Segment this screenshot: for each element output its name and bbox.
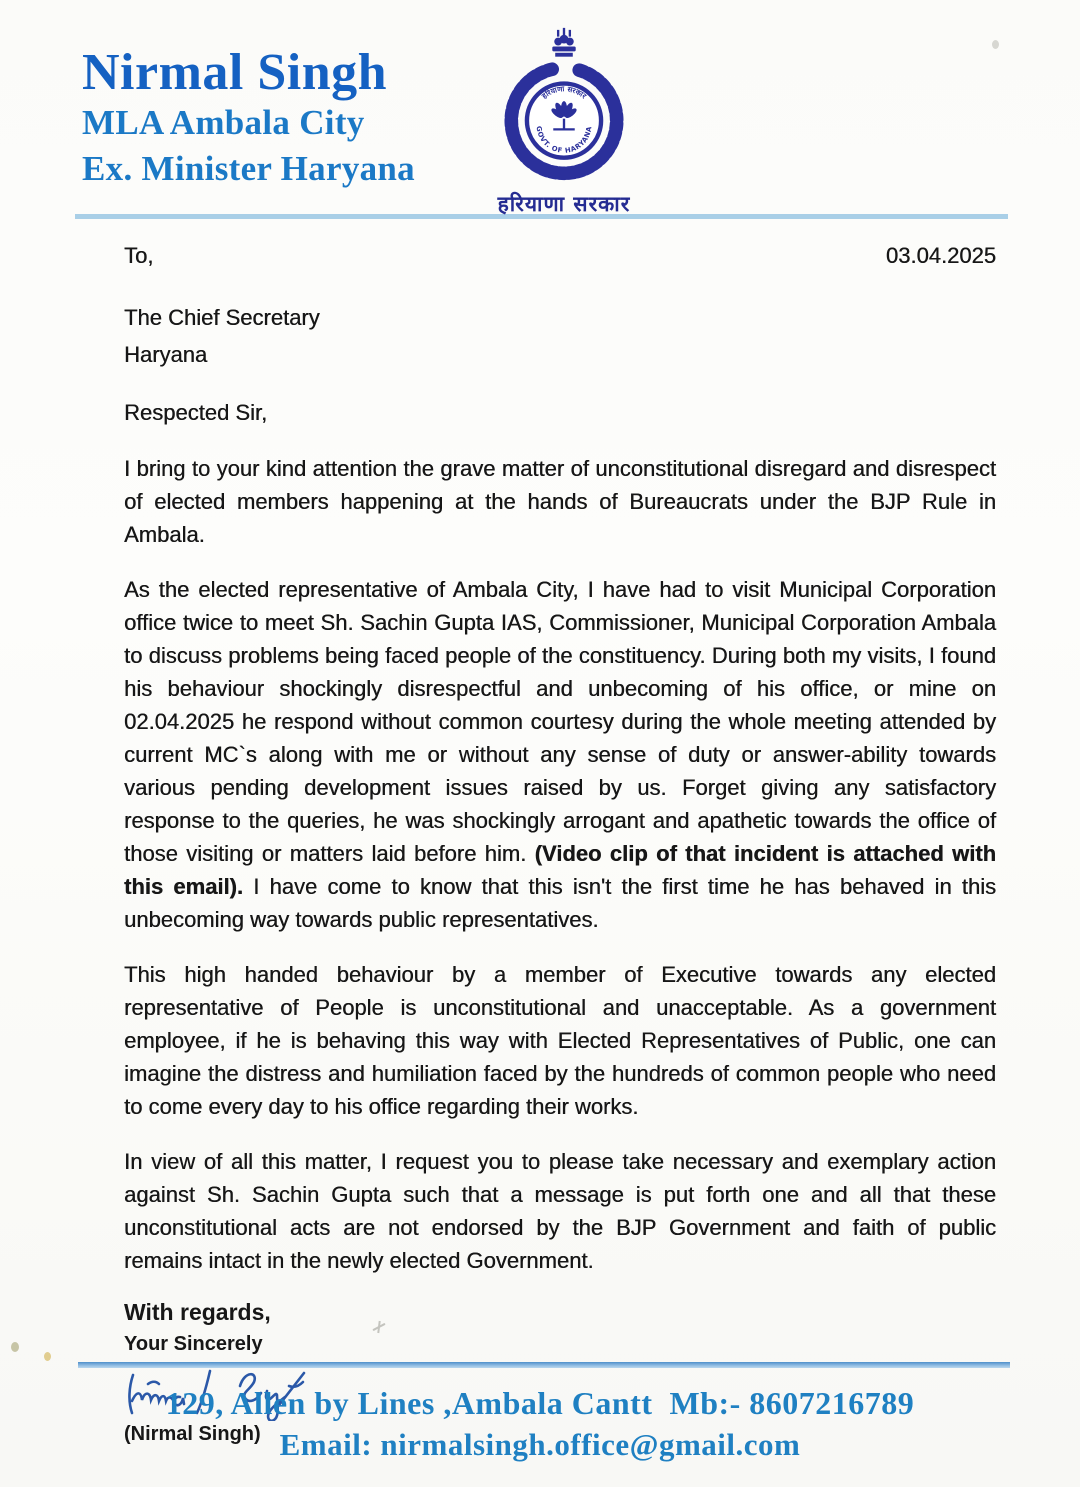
- emblem-caption: हरियाणा सरकार: [497, 192, 631, 216]
- letterhead-name: Nirmal Singh: [82, 44, 388, 101]
- footer-address-phone: 129, Allen by Lines ,Ambala Cantt Mb:- 8607216789: [165, 1385, 915, 1421]
- letterhead: [0, 0, 1080, 216]
- signatory-name: (Nirmal Singh): [124, 1423, 261, 1445]
- seal-bottom-text: GOVT. OF HARYANA: [534, 125, 594, 155]
- letterhead-title-ex-minister: Ex. Minister Haryana: [82, 148, 415, 188]
- paragraph-1: I bring to your kind attention the grave matter of unconstitutional disregard and disrespect of elected members happening at the hands of Bureaucrats under the BJP Rule in Ambala.: [124, 456, 996, 547]
- scan-artifact: [11, 1342, 19, 1352]
- haryana-govt-emblem: [486, 24, 642, 218]
- paragraph-4: In view of all this matter, I request you to please take necessary and exemplary action against Sh. Sachin Gupta such that a message is put forth one and all that these unconstitutional acts are not endorsed by the BJP Government and faith of public remains intact in the newly elected Government.: [124, 1149, 996, 1273]
- greeting: Respected Sir,: [124, 400, 268, 425]
- paragraph-2-text-after: I have come to know that this isn't the first time he has behaved in this unbecoming way towards public representatives.: [124, 874, 996, 932]
- to-label: To,: [124, 243, 154, 268]
- paragraph-2-text-before: As the elected representative of Ambala City, I have had to visit Municipal Corporation office twice to meet Sh. Sachin Gupta IAS, Commissioner, Municipal Corporation Ambala to discuss problems being faced people of the constituency. During both my visits, I found his behaviour shockingly disrespectful and unbecoming of his office, or mine on 02.04.2025 he respond without common courtesy during the whole meeting attended by current MC`s along with me or without any sense of duty or answer-ability towards various pending development issues raised by us. Forget giving any satisfactory response to the queries, he was shockingly arrogant and apathetic towards the office of those visiting or matters laid before him.: [124, 577, 996, 866]
- paragraph-2-bold-note: (Video clip of that incident is attached with this email).: [124, 841, 997, 899]
- closing-sincerely: Your Sincerely: [124, 1333, 263, 1355]
- scan-artifact: [992, 40, 999, 49]
- haryana-emblem-icon: [490, 24, 638, 184]
- letter-footer: [0, 1362, 1080, 1463]
- letter-date: 03.04.2025: [885, 243, 996, 268]
- paragraph-2: [124, 573, 996, 936]
- recipient-line-2: Haryana: [124, 342, 208, 367]
- footer-email: Email: nirmalsingh.office@gmail.com: [279, 1427, 801, 1462]
- seal-top-text: हरियाणा सरकार: [539, 84, 589, 101]
- recipient-line-1: The Chief Secretary: [124, 305, 320, 330]
- letter-content: [0, 219, 1080, 1446]
- letter-paragraphs: [124, 452, 996, 1277]
- letterhead-title-mla: MLA Ambala City: [82, 103, 365, 143]
- recipient-block: [124, 299, 996, 373]
- footer-divider: [78, 1362, 1010, 1368]
- paragraph-3: This high handed behaviour by a member of Executive towards any elected representative of People is unconstitutional and unacceptable. As a government employee, if he is behaving this way with Elected Representatives of Public, one can imagine the distress and humiliation faced by the hundreds of common people who need to come every day to his office regarding their works.: [124, 962, 996, 1119]
- scan-artifact: [44, 1352, 51, 1361]
- closing-regards: With regards,: [124, 1299, 271, 1325]
